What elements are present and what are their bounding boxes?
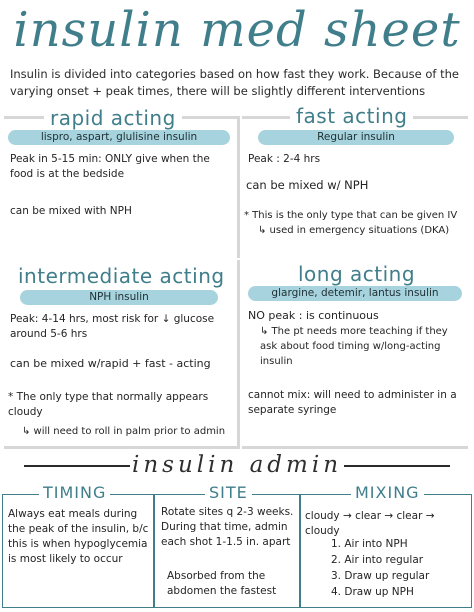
fast-acting-card: [242, 104, 468, 258]
intermediate-acting-cloudy-sub: ↳ will need to roll in palm prior to admin: [22, 426, 226, 437]
intermediate-acting-mix: can be mixed w/rapid + fast - acting: [10, 357, 211, 370]
rapid-acting-card: [4, 108, 240, 258]
intermediate-acting-card: [4, 260, 240, 450]
admin-divider-right: [344, 465, 450, 467]
fast-acting-peak: Peak : 2-4 hrs: [248, 153, 321, 165]
long-acting-peak: NO peak : is continuous: [248, 309, 379, 322]
fast-acting-drugs: Regular insulin: [258, 130, 454, 145]
page-title: insulin med sheet: [13, 2, 461, 58]
timing-heading: TIMING: [39, 483, 110, 503]
admin-title: insulin admin: [131, 452, 343, 478]
mixing-box: [300, 483, 472, 608]
rapid-acting-peak: Peak in 5-15 min: ONLY give when the food is at the bedside: [10, 153, 210, 180]
long-acting-peak-sub: ↳ The pt needs more teaching if they ask about food timing w/long-acting insulin: [260, 326, 448, 367]
fast-acting-iv-sub: ↳ used in emergency situations (DKA): [258, 225, 450, 236]
long-acting-mix: cannot mix: will need to administer in a separate syringe: [248, 389, 457, 416]
long-acting-drugs: glargine, detemir, lantus insulin: [248, 286, 462, 301]
long-acting-card: [242, 260, 468, 450]
rapid-acting-heading: rapid acting: [44, 106, 182, 130]
rapid-acting-mix: can be mixed with NPH: [10, 205, 132, 217]
fast-acting-mix: can be mixed w/ NPH: [246, 178, 369, 192]
mixing-step-4: 4. Draw up NPH: [331, 586, 414, 598]
site-box: [154, 483, 300, 608]
site-absorption-text: Absorbed from the abdomen the fastest: [167, 570, 277, 597]
mixing-heading: MIXING: [351, 483, 424, 503]
site-heading: SITE: [205, 483, 252, 503]
mixing-sequence: cloudy → clear → clear → cloudy: [305, 510, 435, 537]
intermediate-acting-peak: Peak: 4-14 hrs, most risk for ↓ glucose around 5-6 hrs: [10, 313, 215, 340]
site-text: Rotate sites q 2-3 weeks. During that time, admin each shot 1-1.5 in. apart: [161, 506, 294, 548]
timing-box: [2, 483, 154, 608]
mixing-step-3: 3. Draw up regular: [331, 570, 430, 582]
admin-divider-left: [24, 465, 130, 467]
fast-acting-heading: fast acting: [290, 104, 413, 128]
timing-text: Always eat meals during the peak of the insulin, b/c this is when hypoglycemia is most likely to occur: [8, 508, 149, 565]
fast-acting-iv: * This is the only type that can be given IV: [244, 210, 458, 221]
intermediate-acting-drugs: NPH insulin: [20, 290, 218, 305]
intro-text: Insulin is divided into categories based on how fast they work. Because of the varying onset + peak times, there will be slightly different interventions: [10, 67, 459, 98]
mixing-step-1: 1. Air into NPH: [331, 538, 408, 550]
intermediate-acting-heading: intermediate acting: [18, 264, 225, 288]
intermediate-acting-cloudy: * The only type that normally appears cloudy: [8, 391, 209, 418]
mixing-step-2: 2. Air into regular: [331, 554, 424, 566]
rapid-acting-drugs: lispro, aspart, glulisine insulin: [8, 130, 230, 145]
long-acting-heading: long acting: [298, 262, 416, 286]
